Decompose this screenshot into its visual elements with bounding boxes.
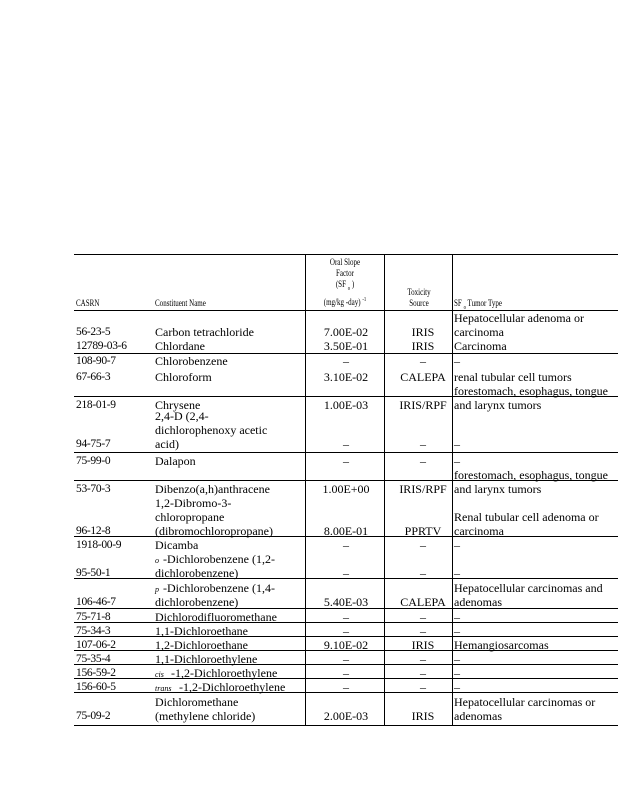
header-sf-part: (mg/kg bbox=[323, 296, 345, 307]
row-slope-factor: – bbox=[343, 454, 349, 468]
row-tumor-type: carcinoma bbox=[454, 524, 504, 538]
row-slope-factor: 7.00E-02 bbox=[323, 325, 369, 339]
row-constituent-name: Dibenzo(a,h)anthracene bbox=[155, 482, 270, 496]
row-casrn: 94-75-7 bbox=[76, 438, 111, 450]
header-sf-line: Oral Slope bbox=[329, 257, 361, 267]
row-slope-factor: – bbox=[343, 652, 349, 666]
row-constituent-name: 1,1-Dichloroethane bbox=[155, 624, 248, 638]
header-constituent-name: Constituent Name bbox=[155, 298, 206, 308]
row-toxicity-source: IRIS bbox=[411, 638, 435, 652]
row-tumor-type: – bbox=[454, 680, 460, 694]
row-casrn: 108-90-7 bbox=[76, 355, 116, 367]
row-constituent-name: 1,2-Dichloroethane bbox=[155, 638, 248, 652]
row-name-prefix: cis bbox=[155, 670, 164, 679]
row-tumor-type: Renal tubular cell adenoma or bbox=[454, 510, 599, 524]
row-slope-factor: – bbox=[343, 566, 349, 580]
header-sf-line bbox=[314, 279, 376, 295]
row-slope-factor: 8.00E-01 bbox=[323, 524, 369, 538]
row-tumor-type: – bbox=[454, 538, 460, 552]
row-constituent-name: dichlorophenoxy acetic bbox=[155, 423, 268, 437]
row-tumor-type: – bbox=[454, 666, 460, 680]
row-tumor-type: Hepatocellular carcinomas and bbox=[454, 581, 603, 595]
header-sf-part: ) bbox=[351, 279, 355, 289]
row-casrn: 12789-03-6 bbox=[76, 340, 127, 352]
row-constituent-name: Dichloromethane bbox=[155, 695, 239, 709]
row-tumor-type: Hepatocellular carcinomas or bbox=[454, 695, 596, 709]
row-casrn: 75-35-4 bbox=[76, 653, 111, 665]
row-toxicity-source: – bbox=[420, 566, 426, 580]
row-tumor-type: – bbox=[454, 354, 460, 368]
row-casrn: 96-12-8 bbox=[76, 525, 111, 537]
row-constituent-name: 1,1-Dichloroethylene bbox=[155, 652, 258, 666]
row-constituent-name: -1,2-Dichloroethylene bbox=[171, 666, 278, 680]
row-toxicity-source: IRIS bbox=[411, 709, 435, 723]
row-casrn: 75-34-3 bbox=[76, 625, 111, 637]
row-slope-factor: 3.10E-02 bbox=[323, 370, 369, 384]
row-tumor-type: – bbox=[454, 652, 460, 666]
row-slope-factor: – bbox=[343, 624, 349, 638]
row-tumor-type: – bbox=[454, 437, 460, 451]
row-constituent-name: Dichlorodifluoromethane bbox=[155, 610, 277, 624]
row-toxicity-source: – bbox=[420, 454, 426, 468]
header-tumor-sf: SF bbox=[454, 298, 462, 308]
table-bottom-rule bbox=[74, 725, 618, 726]
row-slope-factor: 3.50E-01 bbox=[323, 339, 369, 353]
header-casrn: CASRN bbox=[76, 298, 100, 308]
header-tumor-subscript: o bbox=[463, 304, 466, 311]
row-casrn: 156-60-5 bbox=[76, 681, 116, 693]
header-sf-subscript: o bbox=[347, 285, 351, 292]
row-toxicity-source: CALEPA bbox=[400, 370, 446, 384]
row-toxicity-source: – bbox=[420, 354, 426, 368]
header-slope-factor bbox=[314, 257, 376, 308]
row-toxicity-source: IRIS bbox=[411, 339, 435, 353]
row-casrn: 95-50-1 bbox=[76, 567, 111, 579]
row-casrn: 53-70-3 bbox=[76, 483, 111, 495]
row-slope-factor: 1.00E+00 bbox=[322, 482, 370, 496]
row-divider bbox=[74, 650, 618, 651]
row-casrn: 56-23-5 bbox=[76, 326, 111, 338]
row-name-prefix: o bbox=[155, 556, 159, 565]
row-divider bbox=[74, 480, 618, 481]
row-tumor-type: renal tubular cell tumors bbox=[454, 370, 572, 384]
row-constituent-name: 1,2-Dibromo-3- bbox=[155, 496, 232, 510]
row-divider bbox=[74, 536, 618, 537]
row-tumor-type: – bbox=[454, 566, 460, 580]
row-constituent-name: Chlorobenzene bbox=[155, 354, 228, 368]
row-toxicity-source: IRIS/RPF bbox=[399, 398, 447, 412]
row-divider bbox=[74, 608, 618, 609]
row-tumor-type: – bbox=[454, 624, 460, 638]
row-constituent-name: chloropropane bbox=[155, 510, 225, 524]
row-toxicity-source: IRIS/RPF bbox=[399, 482, 447, 496]
row-constituent-name: (methylene chloride) bbox=[155, 709, 256, 723]
row-tumor-type: forestomach, esophagus, tongue bbox=[454, 468, 608, 482]
row-toxicity-source: CALEPA bbox=[400, 595, 446, 609]
header-sf-part: -day) bbox=[345, 296, 361, 307]
row-name-prefix: p bbox=[155, 585, 159, 594]
row-casrn: 75-09-2 bbox=[76, 710, 111, 722]
header-tumor-label: Tumor Type bbox=[467, 298, 502, 308]
row-casrn: 75-99-0 bbox=[76, 455, 111, 467]
slope-factor-table bbox=[74, 254, 618, 726]
row-constituent-name: Chrysene bbox=[155, 398, 201, 412]
row-constituent-name: Chloroform bbox=[155, 370, 212, 384]
row-casrn: 106-46-7 bbox=[76, 596, 116, 608]
row-slope-factor: 5.40E-03 bbox=[323, 595, 369, 609]
header-sf-line: Factor bbox=[336, 268, 354, 278]
row-constituent-name: dichlorobenzene) bbox=[155, 566, 239, 580]
row-toxicity-source: PPRTV bbox=[404, 524, 442, 538]
row-slope-factor: 1.00E-03 bbox=[323, 398, 369, 412]
row-toxicity-source: – bbox=[420, 680, 426, 694]
row-slope-factor: 2.00E-03 bbox=[323, 709, 369, 723]
row-casrn: 1918-00-9 bbox=[76, 539, 122, 551]
row-toxicity-source: – bbox=[420, 666, 426, 680]
row-toxicity-source: – bbox=[420, 538, 426, 552]
row-constituent-name: -1,2-Dichloroethylene bbox=[179, 680, 286, 694]
row-constituent-name: dichlorobenzene) bbox=[155, 595, 239, 609]
row-divider bbox=[74, 692, 618, 693]
row-slope-factor: – bbox=[343, 666, 349, 680]
row-constituent-name: -Dichlorobenzene (1,4- bbox=[163, 581, 275, 595]
row-tumor-type: Carcinoma bbox=[454, 339, 507, 353]
row-constituent-name: Chlordane bbox=[155, 339, 205, 353]
row-slope-factor: – bbox=[343, 354, 349, 368]
row-slope-factor: 9.10E-02 bbox=[323, 638, 369, 652]
row-toxicity-source: – bbox=[420, 652, 426, 666]
row-slope-factor: – bbox=[343, 538, 349, 552]
row-tumor-type: Hemangiosarcomas bbox=[454, 638, 549, 652]
row-slope-factor: – bbox=[343, 610, 349, 624]
row-tumor-type: forestomach, esophagus, tongue bbox=[454, 384, 608, 398]
row-constituent-name: (dibromochloropropane) bbox=[155, 524, 273, 538]
row-slope-factor: – bbox=[343, 437, 349, 451]
row-casrn: 67-66-3 bbox=[76, 371, 111, 383]
row-slope-factor: – bbox=[343, 680, 349, 694]
row-tumor-type: Hepatocellular adenoma or bbox=[454, 311, 584, 325]
row-tumor-type: and larynx tumors bbox=[454, 482, 542, 496]
row-casrn: 107-06-2 bbox=[76, 639, 116, 651]
row-tumor-type: carcinoma bbox=[454, 325, 504, 339]
row-constituent-name: -Dichlorobenzene (1,2- bbox=[163, 552, 275, 566]
row-constituent-name: 2,4-D (2,4- bbox=[155, 409, 209, 423]
row-constituent-name: Dalapon bbox=[155, 454, 196, 468]
row-divider bbox=[74, 578, 618, 579]
row-toxicity-source: – bbox=[420, 624, 426, 638]
row-constituent-name: acid) bbox=[155, 437, 179, 451]
header-toxicity-source bbox=[392, 287, 445, 309]
row-toxicity-source: – bbox=[420, 610, 426, 624]
row-tumor-type: – bbox=[454, 610, 460, 624]
header-sf-superscript: -1 bbox=[362, 296, 367, 303]
row-toxicity-source: – bbox=[420, 437, 426, 451]
row-casrn: 218-01-9 bbox=[76, 399, 116, 411]
header-sf-part: (SF bbox=[335, 279, 346, 289]
row-toxicity-source: IRIS bbox=[411, 325, 435, 339]
row-casrn: 75-71-8 bbox=[76, 611, 111, 623]
header-src-line: Source bbox=[409, 298, 429, 308]
row-divider bbox=[74, 452, 618, 453]
row-tumor-type: adenomas bbox=[454, 709, 502, 723]
row-casrn: 156-59-2 bbox=[76, 667, 116, 679]
row-divider bbox=[74, 636, 618, 637]
row-tumor-type: adenomas bbox=[454, 595, 502, 609]
row-divider bbox=[74, 622, 618, 623]
row-tumor-type: – bbox=[454, 454, 460, 468]
row-divider bbox=[74, 353, 618, 354]
row-divider bbox=[74, 396, 618, 397]
row-tumor-type: and larynx tumors bbox=[454, 398, 542, 412]
row-divider bbox=[74, 678, 618, 679]
header-src-line: Toxicity bbox=[407, 287, 431, 297]
row-constituent-name: Carbon tetrachloride bbox=[155, 325, 254, 339]
row-divider bbox=[74, 664, 618, 665]
row-name-prefix: trans bbox=[155, 684, 172, 693]
table-top-rule bbox=[74, 254, 618, 255]
header-sf-line bbox=[314, 295, 376, 308]
row-constituent-name: Dicamba bbox=[155, 538, 199, 552]
